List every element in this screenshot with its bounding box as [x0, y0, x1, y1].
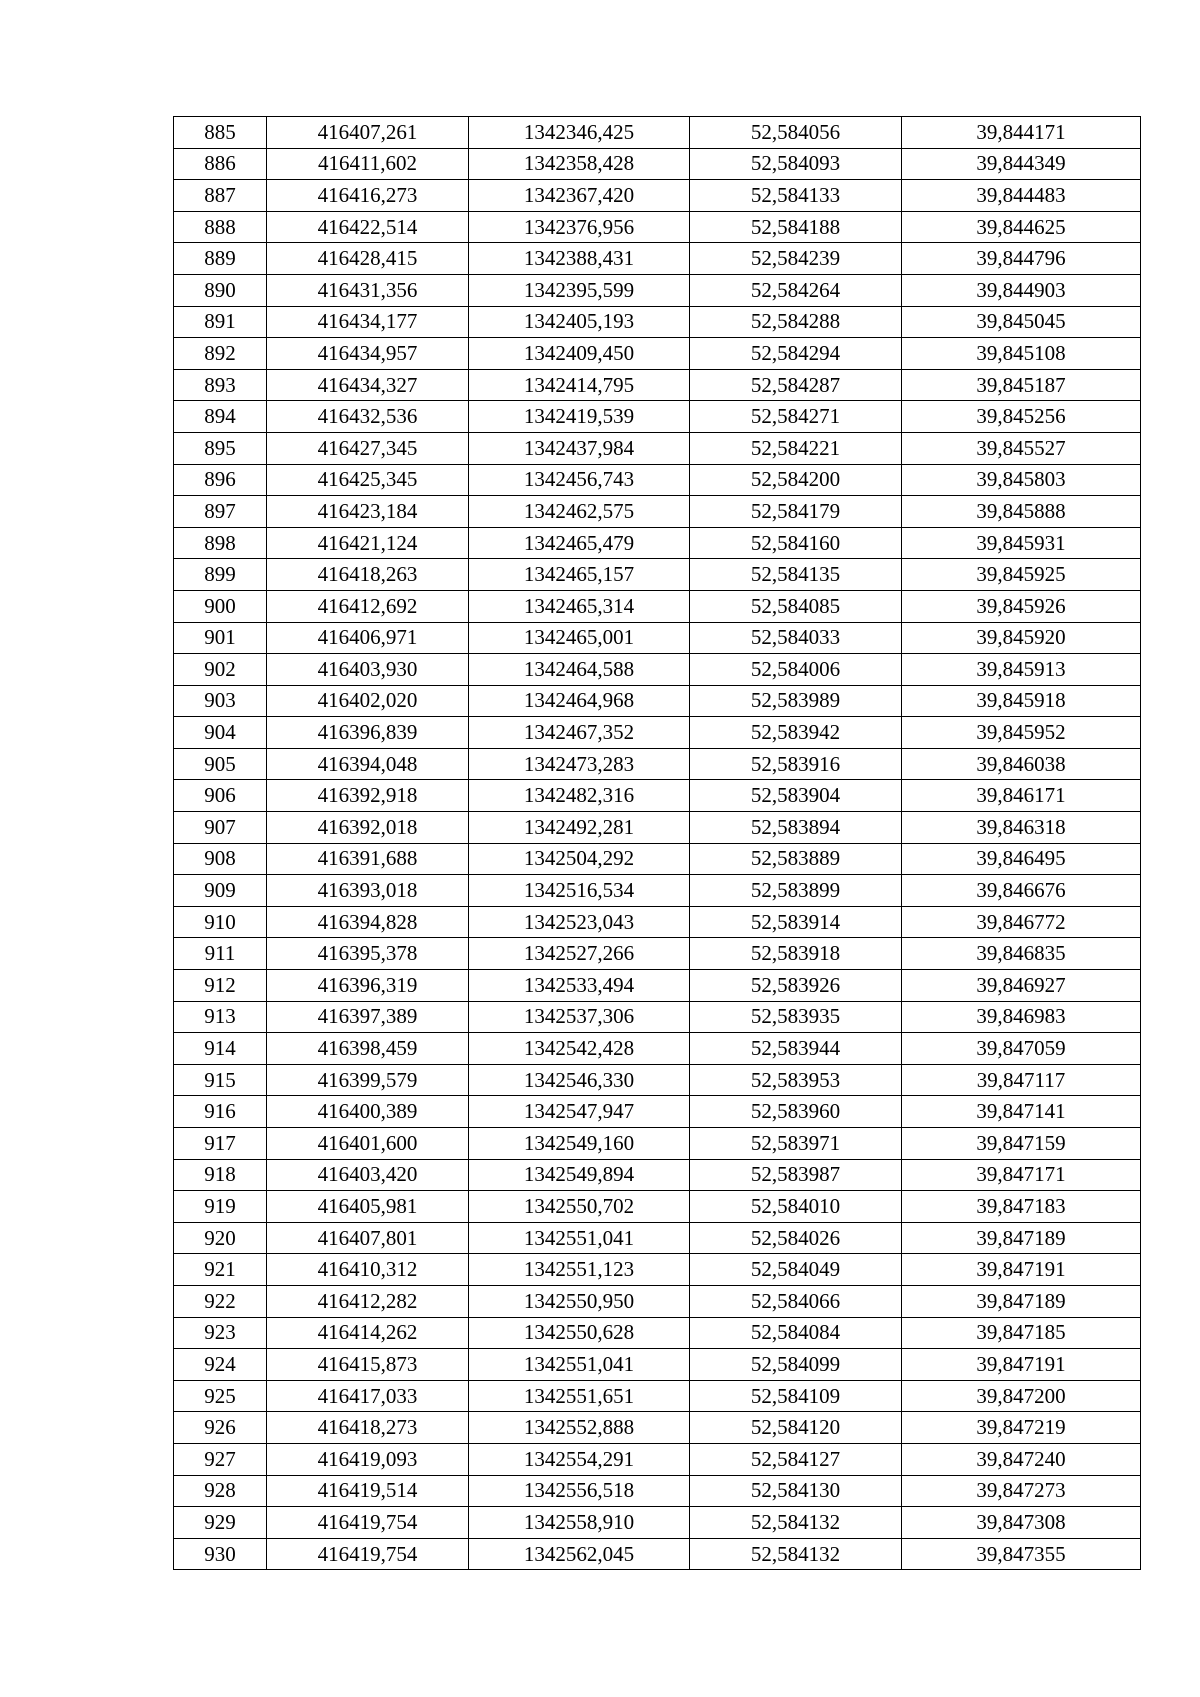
latitude-cell: 52,584239: [690, 243, 902, 275]
point-number-cell: 911: [174, 938, 267, 970]
latitude-cell: 52,584264: [690, 274, 902, 306]
table-row: [174, 148, 1141, 180]
table-row: [174, 559, 1141, 591]
coordinates-table-body: [174, 117, 1141, 1570]
point-number-cell: 891: [174, 306, 267, 338]
y-coordinate-cell: 1342527,266: [469, 938, 690, 970]
table-row: [174, 906, 1141, 938]
longitude-cell: 39,847191: [902, 1349, 1141, 1381]
x-coordinate-cell: 416417,033: [267, 1380, 469, 1412]
x-coordinate-cell: 416419,514: [267, 1475, 469, 1507]
y-coordinate-cell: 1342551,651: [469, 1380, 690, 1412]
latitude-cell: 52,583914: [690, 906, 902, 938]
latitude-cell: 52,584099: [690, 1349, 902, 1381]
longitude-cell: 39,844349: [902, 148, 1141, 180]
latitude-cell: 52,584093: [690, 148, 902, 180]
point-number-cell: 919: [174, 1191, 267, 1223]
table-row: [174, 1380, 1141, 1412]
point-number-cell: 895: [174, 432, 267, 464]
longitude-cell: 39,846171: [902, 780, 1141, 812]
point-number-cell: 926: [174, 1412, 267, 1444]
table-row: [174, 1254, 1141, 1286]
latitude-cell: 52,584006: [690, 654, 902, 686]
x-coordinate-cell: 416392,918: [267, 780, 469, 812]
longitude-cell: 39,844796: [902, 243, 1141, 275]
table-row: [174, 875, 1141, 907]
table-row: [174, 432, 1141, 464]
point-number-cell: 918: [174, 1159, 267, 1191]
y-coordinate-cell: 1342409,450: [469, 338, 690, 370]
latitude-cell: 52,584288: [690, 306, 902, 338]
point-number-cell: 892: [174, 338, 267, 370]
latitude-cell: 52,583894: [690, 812, 902, 844]
point-number-cell: 924: [174, 1349, 267, 1381]
y-coordinate-cell: 1342405,193: [469, 306, 690, 338]
y-coordinate-cell: 1342465,479: [469, 527, 690, 559]
point-number-cell: 887: [174, 180, 267, 212]
latitude-cell: 52,583953: [690, 1064, 902, 1096]
latitude-cell: 52,583926: [690, 970, 902, 1002]
y-coordinate-cell: 1342388,431: [469, 243, 690, 275]
longitude-cell: 39,845926: [902, 590, 1141, 622]
y-coordinate-cell: 1342562,045: [469, 1538, 690, 1570]
point-number-cell: 912: [174, 970, 267, 1002]
point-number-cell: 890: [174, 274, 267, 306]
longitude-cell: 39,847185: [902, 1317, 1141, 1349]
x-coordinate-cell: 416419,754: [267, 1538, 469, 1570]
longitude-cell: 39,846927: [902, 970, 1141, 1002]
point-number-cell: 900: [174, 590, 267, 622]
table-row: [174, 1159, 1141, 1191]
latitude-cell: 52,584294: [690, 338, 902, 370]
longitude-cell: 39,847308: [902, 1507, 1141, 1539]
y-coordinate-cell: 1342367,420: [469, 180, 690, 212]
table-row: [174, 717, 1141, 749]
point-number-cell: 889: [174, 243, 267, 275]
x-coordinate-cell: 416394,828: [267, 906, 469, 938]
point-number-cell: 886: [174, 148, 267, 180]
table-row: [174, 180, 1141, 212]
latitude-cell: 52,584271: [690, 401, 902, 433]
longitude-cell: 39,846318: [902, 812, 1141, 844]
longitude-cell: 39,845925: [902, 559, 1141, 591]
latitude-cell: 52,583904: [690, 780, 902, 812]
longitude-cell: 39,847159: [902, 1128, 1141, 1160]
table-row: [174, 1222, 1141, 1254]
table-row: [174, 274, 1141, 306]
longitude-cell: 39,847191: [902, 1254, 1141, 1286]
longitude-cell: 39,846772: [902, 906, 1141, 938]
y-coordinate-cell: 1342556,518: [469, 1475, 690, 1507]
longitude-cell: 39,847059: [902, 1033, 1141, 1065]
latitude-cell: 52,583971: [690, 1128, 902, 1160]
y-coordinate-cell: 1342358,428: [469, 148, 690, 180]
table-row: [174, 970, 1141, 1002]
latitude-cell: 52,583899: [690, 875, 902, 907]
table-row: [174, 496, 1141, 528]
coordinates-table: [173, 116, 1141, 1570]
longitude-cell: 39,847200: [902, 1380, 1141, 1412]
point-number-cell: 925: [174, 1380, 267, 1412]
table-row: [174, 1096, 1141, 1128]
latitude-cell: 52,584109: [690, 1380, 902, 1412]
point-number-cell: 928: [174, 1475, 267, 1507]
y-coordinate-cell: 1342537,306: [469, 1001, 690, 1033]
x-coordinate-cell: 416411,602: [267, 148, 469, 180]
x-coordinate-cell: 416396,319: [267, 970, 469, 1002]
table-row: [174, 812, 1141, 844]
point-number-cell: 901: [174, 622, 267, 654]
latitude-cell: 52,583916: [690, 748, 902, 780]
table-row: [174, 117, 1141, 149]
y-coordinate-cell: 1342551,123: [469, 1254, 690, 1286]
point-number-cell: 902: [174, 654, 267, 686]
point-number-cell: 885: [174, 117, 267, 149]
y-coordinate-cell: 1342550,628: [469, 1317, 690, 1349]
y-coordinate-cell: 1342516,534: [469, 875, 690, 907]
y-coordinate-cell: 1342467,352: [469, 717, 690, 749]
x-coordinate-cell: 416423,184: [267, 496, 469, 528]
longitude-cell: 39,845803: [902, 464, 1141, 496]
x-coordinate-cell: 416394,048: [267, 748, 469, 780]
x-coordinate-cell: 416427,345: [267, 432, 469, 464]
longitude-cell: 39,847183: [902, 1191, 1141, 1223]
y-coordinate-cell: 1342547,947: [469, 1096, 690, 1128]
latitude-cell: 52,583987: [690, 1159, 902, 1191]
y-coordinate-cell: 1342533,494: [469, 970, 690, 1002]
table-row: [174, 1317, 1141, 1349]
point-number-cell: 920: [174, 1222, 267, 1254]
x-coordinate-cell: 416403,930: [267, 654, 469, 686]
point-number-cell: 916: [174, 1096, 267, 1128]
x-coordinate-cell: 416399,579: [267, 1064, 469, 1096]
point-number-cell: 903: [174, 685, 267, 717]
latitude-cell: 52,584049: [690, 1254, 902, 1286]
longitude-cell: 39,845918: [902, 685, 1141, 717]
latitude-cell: 52,584130: [690, 1475, 902, 1507]
point-number-cell: 907: [174, 812, 267, 844]
longitude-cell: 39,847171: [902, 1159, 1141, 1191]
latitude-cell: 52,584085: [690, 590, 902, 622]
x-coordinate-cell: 416410,312: [267, 1254, 469, 1286]
point-number-cell: 914: [174, 1033, 267, 1065]
y-coordinate-cell: 1342550,950: [469, 1285, 690, 1317]
x-coordinate-cell: 416434,957: [267, 338, 469, 370]
latitude-cell: 52,583989: [690, 685, 902, 717]
point-number-cell: 897: [174, 496, 267, 528]
point-number-cell: 888: [174, 211, 267, 243]
longitude-cell: 39,847273: [902, 1475, 1141, 1507]
x-coordinate-cell: 416402,020: [267, 685, 469, 717]
latitude-cell: 52,584200: [690, 464, 902, 496]
longitude-cell: 39,847240: [902, 1443, 1141, 1475]
x-coordinate-cell: 416422,514: [267, 211, 469, 243]
y-coordinate-cell: 1342551,041: [469, 1349, 690, 1381]
y-coordinate-cell: 1342473,283: [469, 748, 690, 780]
y-coordinate-cell: 1342549,894: [469, 1159, 690, 1191]
table-row: [174, 1475, 1141, 1507]
longitude-cell: 39,845920: [902, 622, 1141, 654]
table-row: [174, 1128, 1141, 1160]
y-coordinate-cell: 1342551,041: [469, 1222, 690, 1254]
point-number-cell: 923: [174, 1317, 267, 1349]
longitude-cell: 39,844625: [902, 211, 1141, 243]
longitude-cell: 39,847141: [902, 1096, 1141, 1128]
longitude-cell: 39,845108: [902, 338, 1141, 370]
latitude-cell: 52,584188: [690, 211, 902, 243]
latitude-cell: 52,584221: [690, 432, 902, 464]
table-row: [174, 1443, 1141, 1475]
latitude-cell: 52,584132: [690, 1507, 902, 1539]
x-coordinate-cell: 416393,018: [267, 875, 469, 907]
latitude-cell: 52,584010: [690, 1191, 902, 1223]
longitude-cell: 39,847219: [902, 1412, 1141, 1444]
table-row: [174, 938, 1141, 970]
table-row: [174, 369, 1141, 401]
latitude-cell: 52,584056: [690, 117, 902, 149]
x-coordinate-cell: 416412,692: [267, 590, 469, 622]
x-coordinate-cell: 416403,420: [267, 1159, 469, 1191]
y-coordinate-cell: 1342465,001: [469, 622, 690, 654]
x-coordinate-cell: 416392,018: [267, 812, 469, 844]
table-row: [174, 654, 1141, 686]
point-number-cell: 930: [174, 1538, 267, 1570]
table-row: [174, 1033, 1141, 1065]
table-row: [174, 338, 1141, 370]
x-coordinate-cell: 416416,273: [267, 180, 469, 212]
x-coordinate-cell: 416405,981: [267, 1191, 469, 1223]
y-coordinate-cell: 1342419,539: [469, 401, 690, 433]
longitude-cell: 39,845931: [902, 527, 1141, 559]
point-number-cell: 922: [174, 1285, 267, 1317]
latitude-cell: 52,584127: [690, 1443, 902, 1475]
table-row: [174, 1001, 1141, 1033]
longitude-cell: 39,845527: [902, 432, 1141, 464]
x-coordinate-cell: 416401,600: [267, 1128, 469, 1160]
longitude-cell: 39,846676: [902, 875, 1141, 907]
latitude-cell: 52,584084: [690, 1317, 902, 1349]
y-coordinate-cell: 1342465,157: [469, 559, 690, 591]
point-number-cell: 915: [174, 1064, 267, 1096]
point-number-cell: 898: [174, 527, 267, 559]
x-coordinate-cell: 416396,839: [267, 717, 469, 749]
x-coordinate-cell: 416432,536: [267, 401, 469, 433]
x-coordinate-cell: 416419,754: [267, 1507, 469, 1539]
table-row: [174, 527, 1141, 559]
point-number-cell: 894: [174, 401, 267, 433]
y-coordinate-cell: 1342492,281: [469, 812, 690, 844]
table-row: [174, 211, 1141, 243]
longitude-cell: 39,845913: [902, 654, 1141, 686]
y-coordinate-cell: 1342504,292: [469, 843, 690, 875]
longitude-cell: 39,845045: [902, 306, 1141, 338]
table-row: [174, 1507, 1141, 1539]
point-number-cell: 904: [174, 717, 267, 749]
x-coordinate-cell: 416406,971: [267, 622, 469, 654]
point-number-cell: 927: [174, 1443, 267, 1475]
longitude-cell: 39,847355: [902, 1538, 1141, 1570]
y-coordinate-cell: 1342346,425: [469, 117, 690, 149]
table-row: [174, 843, 1141, 875]
latitude-cell: 52,584287: [690, 369, 902, 401]
x-coordinate-cell: 416391,688: [267, 843, 469, 875]
table-row: [174, 1538, 1141, 1570]
longitude-cell: 39,844483: [902, 180, 1141, 212]
longitude-cell: 39,845888: [902, 496, 1141, 528]
table-row: [174, 1064, 1141, 1096]
longitude-cell: 39,846983: [902, 1001, 1141, 1033]
x-coordinate-cell: 416395,378: [267, 938, 469, 970]
y-coordinate-cell: 1342558,910: [469, 1507, 690, 1539]
point-number-cell: 913: [174, 1001, 267, 1033]
table-row: [174, 748, 1141, 780]
latitude-cell: 52,583960: [690, 1096, 902, 1128]
longitude-cell: 39,846495: [902, 843, 1141, 875]
y-coordinate-cell: 1342437,984: [469, 432, 690, 464]
y-coordinate-cell: 1342456,743: [469, 464, 690, 496]
table-row: [174, 1191, 1141, 1223]
x-coordinate-cell: 416428,415: [267, 243, 469, 275]
longitude-cell: 39,846835: [902, 938, 1141, 970]
y-coordinate-cell: 1342414,795: [469, 369, 690, 401]
x-coordinate-cell: 416434,177: [267, 306, 469, 338]
longitude-cell: 39,845187: [902, 369, 1141, 401]
y-coordinate-cell: 1342376,956: [469, 211, 690, 243]
longitude-cell: 39,844171: [902, 117, 1141, 149]
table-row: [174, 401, 1141, 433]
latitude-cell: 52,584132: [690, 1538, 902, 1570]
x-coordinate-cell: 416421,124: [267, 527, 469, 559]
x-coordinate-cell: 416431,356: [267, 274, 469, 306]
latitude-cell: 52,584033: [690, 622, 902, 654]
longitude-cell: 39,846038: [902, 748, 1141, 780]
y-coordinate-cell: 1342465,314: [469, 590, 690, 622]
x-coordinate-cell: 416418,273: [267, 1412, 469, 1444]
y-coordinate-cell: 1342549,160: [469, 1128, 690, 1160]
longitude-cell: 39,845256: [902, 401, 1141, 433]
y-coordinate-cell: 1342546,330: [469, 1064, 690, 1096]
table-row: [174, 1349, 1141, 1381]
longitude-cell: 39,847189: [902, 1285, 1141, 1317]
table-row: [174, 1412, 1141, 1444]
point-number-cell: 899: [174, 559, 267, 591]
point-number-cell: 909: [174, 875, 267, 907]
x-coordinate-cell: 416412,282: [267, 1285, 469, 1317]
x-coordinate-cell: 416414,262: [267, 1317, 469, 1349]
x-coordinate-cell: 416400,389: [267, 1096, 469, 1128]
latitude-cell: 52,583942: [690, 717, 902, 749]
y-coordinate-cell: 1342464,968: [469, 685, 690, 717]
table-row: [174, 780, 1141, 812]
point-number-cell: 896: [174, 464, 267, 496]
table-row: [174, 685, 1141, 717]
point-number-cell: 910: [174, 906, 267, 938]
y-coordinate-cell: 1342462,575: [469, 496, 690, 528]
latitude-cell: 52,584133: [690, 180, 902, 212]
table-row: [174, 243, 1141, 275]
latitude-cell: 52,583944: [690, 1033, 902, 1065]
table-row: [174, 306, 1141, 338]
table-row: [174, 464, 1141, 496]
x-coordinate-cell: 416407,261: [267, 117, 469, 149]
point-number-cell: 917: [174, 1128, 267, 1160]
x-coordinate-cell: 416398,459: [267, 1033, 469, 1065]
point-number-cell: 929: [174, 1507, 267, 1539]
latitude-cell: 52,584066: [690, 1285, 902, 1317]
y-coordinate-cell: 1342523,043: [469, 906, 690, 938]
x-coordinate-cell: 416425,345: [267, 464, 469, 496]
table-row: [174, 1285, 1141, 1317]
point-number-cell: 921: [174, 1254, 267, 1286]
y-coordinate-cell: 1342552,888: [469, 1412, 690, 1444]
x-coordinate-cell: 416397,389: [267, 1001, 469, 1033]
y-coordinate-cell: 1342554,291: [469, 1443, 690, 1475]
y-coordinate-cell: 1342482,316: [469, 780, 690, 812]
point-number-cell: 908: [174, 843, 267, 875]
longitude-cell: 39,847189: [902, 1222, 1141, 1254]
x-coordinate-cell: 416407,801: [267, 1222, 469, 1254]
x-coordinate-cell: 416415,873: [267, 1349, 469, 1381]
latitude-cell: 52,584120: [690, 1412, 902, 1444]
longitude-cell: 39,847117: [902, 1064, 1141, 1096]
table-row: [174, 590, 1141, 622]
table-row: [174, 622, 1141, 654]
latitude-cell: 52,583918: [690, 938, 902, 970]
point-number-cell: 906: [174, 780, 267, 812]
latitude-cell: 52,584160: [690, 527, 902, 559]
y-coordinate-cell: 1342550,702: [469, 1191, 690, 1223]
y-coordinate-cell: 1342395,599: [469, 274, 690, 306]
y-coordinate-cell: 1342542,428: [469, 1033, 690, 1065]
longitude-cell: 39,844903: [902, 274, 1141, 306]
latitude-cell: 52,584135: [690, 559, 902, 591]
latitude-cell: 52,584026: [690, 1222, 902, 1254]
x-coordinate-cell: 416419,093: [267, 1443, 469, 1475]
latitude-cell: 52,583889: [690, 843, 902, 875]
latitude-cell: 52,584179: [690, 496, 902, 528]
latitude-cell: 52,583935: [690, 1001, 902, 1033]
point-number-cell: 893: [174, 369, 267, 401]
point-number-cell: 905: [174, 748, 267, 780]
x-coordinate-cell: 416434,327: [267, 369, 469, 401]
x-coordinate-cell: 416418,263: [267, 559, 469, 591]
y-coordinate-cell: 1342464,588: [469, 654, 690, 686]
longitude-cell: 39,845952: [902, 717, 1141, 749]
